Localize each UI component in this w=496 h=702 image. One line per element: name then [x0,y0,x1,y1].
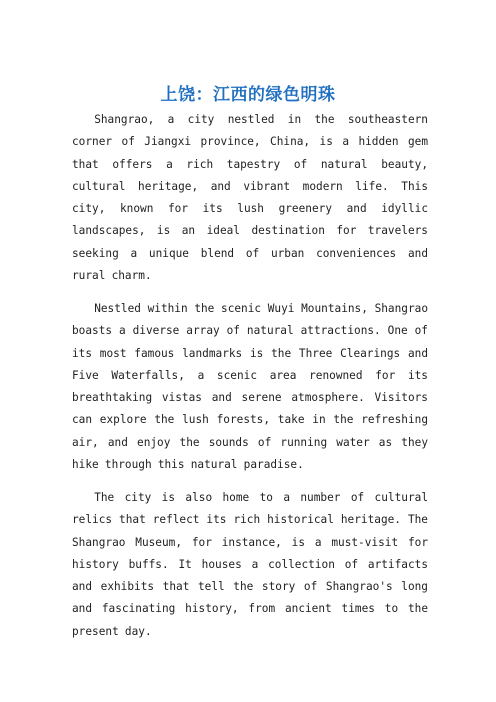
page-title: 上饶：江西的绿色明珠 [160,85,336,105]
paragraph-intro: Shangrao, a city nestled in the southeastern corner of Jiangxi province, China, is a hidden gem that offers a rich tapestry of natural beauty, cultural heritage, and vibrant modern life. This city, known for its lush greenery and idyllic landscapes, is an ideal destination for travelers seeking a unique blend of urban conveniences and rural charm. [72,113,428,283]
paragraph-cultural-heritage: The city is also home to a number of cultural relics that reflect its rich historical heritage. The Shangrao Museum, for instance, is a must-visit for history buffs. It houses a collection of artifacts and exhibits that tell the story of Shangrao's long and fascinating history, from ancient times to the present day. [72,491,428,638]
paragraph-natural-attractions: Nestled within the scenic Wuyi Mountains, Shangrao boasts a diverse array of natural attractions. One of its most famous landmarks is the Three Clearings and Five Waterfalls, a scenic area renowned for its breathtaking vistas and serene atmosphere. Visitors can explore the lush forests, take in the refreshing air, and enjoy the sounds of running water as they hike through this natural paradise. [72,302,428,472]
